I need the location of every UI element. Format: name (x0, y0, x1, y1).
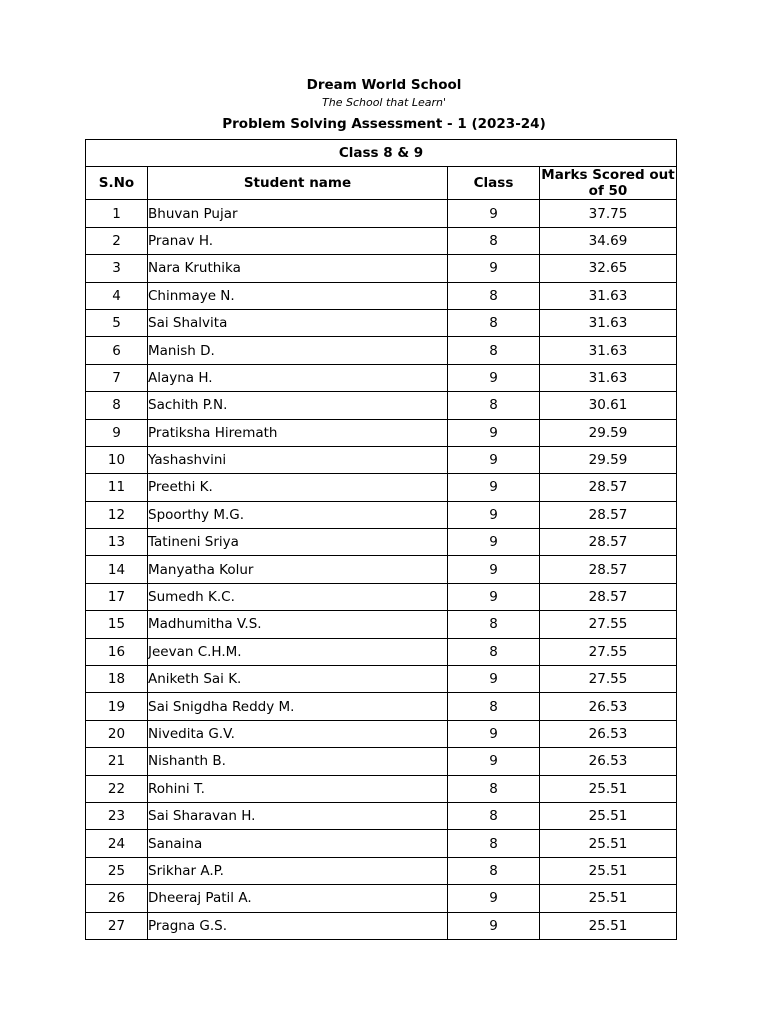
table-row (86, 282, 677, 309)
cell-marks: 28.57 (540, 556, 677, 583)
table-row (86, 720, 677, 747)
cell-class: 9 (448, 364, 540, 391)
cell-marks: 26.53 (540, 720, 677, 747)
table-row (86, 474, 677, 501)
table-row (86, 638, 677, 665)
cell-sno: 10 (86, 446, 148, 473)
cell-class: 9 (448, 529, 540, 556)
cell-sno: 5 (86, 309, 148, 336)
cell-marks: 27.55 (540, 611, 677, 638)
cell-student-name: Madhumitha V.S. (148, 611, 448, 638)
cell-student-name: Srikhar A.P. (148, 857, 448, 884)
school-name: Dream World School (306, 77, 462, 93)
cell-sno: 26 (86, 885, 148, 912)
cell-class: 9 (448, 583, 540, 610)
cell-marks: 29.59 (540, 446, 677, 473)
cell-sno: 9 (86, 419, 148, 446)
cell-sno: 6 (86, 337, 148, 364)
cell-sno: 21 (86, 748, 148, 775)
results-table (85, 139, 677, 940)
cell-student-name: Spoorthy M.G. (148, 501, 448, 528)
cell-class: 9 (448, 474, 540, 501)
cell-class: 8 (448, 309, 540, 336)
table-row (86, 337, 677, 364)
cell-student-name: Pragna G.S. (148, 912, 448, 939)
cell-sno: 19 (86, 693, 148, 720)
cell-student-name: Rohini T. (148, 775, 448, 802)
table-row (86, 309, 677, 336)
cell-class: 9 (448, 885, 540, 912)
table-row (86, 775, 677, 802)
cell-sno: 16 (86, 638, 148, 665)
cell-marks: 25.51 (540, 775, 677, 802)
cell-class: 9 (448, 255, 540, 282)
cell-sno: 7 (86, 364, 148, 391)
cell-student-name: Alayna H. (148, 364, 448, 391)
cell-sno: 23 (86, 802, 148, 829)
cell-sno: 18 (86, 666, 148, 693)
cell-sno: 12 (86, 501, 148, 528)
cell-sno: 8 (86, 392, 148, 419)
column-header-sno: S.No (86, 167, 148, 200)
cell-student-name: Yashashvini (148, 446, 448, 473)
cell-marks: 27.55 (540, 666, 677, 693)
cell-sno: 20 (86, 720, 148, 747)
cell-marks: 25.51 (540, 885, 677, 912)
cell-student-name: Tatineni Sriya (148, 529, 448, 556)
cell-marks: 25.51 (540, 830, 677, 857)
cell-sno: 11 (86, 474, 148, 501)
cell-class: 8 (448, 282, 540, 309)
table-header-row (86, 167, 677, 200)
table-row (86, 529, 677, 556)
cell-student-name: Sumedh K.C. (148, 583, 448, 610)
cell-sno: 4 (86, 282, 148, 309)
table-row (86, 693, 677, 720)
cell-class: 9 (448, 720, 540, 747)
cell-student-name: Manyatha Kolur (148, 556, 448, 583)
cell-student-name: Sai Sharavan H. (148, 802, 448, 829)
cell-class: 8 (448, 611, 540, 638)
table-row (86, 748, 677, 775)
cell-student-name: Sanaina (148, 830, 448, 857)
table-row (86, 830, 677, 857)
cell-marks: 26.53 (540, 693, 677, 720)
cell-marks: 25.51 (540, 857, 677, 884)
cell-marks: 31.63 (540, 337, 677, 364)
cell-sno: 24 (86, 830, 148, 857)
cell-sno: 13 (86, 529, 148, 556)
cell-marks: 29.59 (540, 419, 677, 446)
cell-student-name: Jeevan C.H.M. (148, 638, 448, 665)
cell-class: 8 (448, 638, 540, 665)
cell-class: 8 (448, 693, 540, 720)
cell-sno: 17 (86, 583, 148, 610)
cell-class: 8 (448, 227, 540, 254)
cell-class: 8 (448, 337, 540, 364)
cell-marks: 32.65 (540, 255, 677, 282)
cell-sno: 22 (86, 775, 148, 802)
cell-student-name: Pranav H. (148, 227, 448, 254)
cell-student-name: Preethi K. (148, 474, 448, 501)
cell-student-name: Bhuvan Pujar (148, 200, 448, 227)
cell-student-name: Sai Shalvita (148, 309, 448, 336)
cell-marks: 26.53 (540, 748, 677, 775)
table-body (86, 200, 677, 940)
cell-marks: 25.51 (540, 802, 677, 829)
table-row (86, 255, 677, 282)
class-group-title: Class 8 & 9 (86, 140, 677, 167)
cell-sno: 27 (86, 912, 148, 939)
cell-student-name: Sachith P.N. (148, 392, 448, 419)
table-row (86, 611, 677, 638)
table-row (86, 364, 677, 391)
cell-marks: 28.57 (540, 474, 677, 501)
table-row (86, 227, 677, 254)
class-group-row (86, 140, 677, 167)
cell-student-name: Sai Snigdha Reddy M. (148, 693, 448, 720)
table-row (86, 446, 677, 473)
cell-class: 9 (448, 666, 540, 693)
cell-class: 8 (448, 857, 540, 884)
table-row (86, 583, 677, 610)
table-row (86, 885, 677, 912)
cell-marks: 30.61 (540, 392, 677, 419)
table-row (86, 857, 677, 884)
cell-marks: 31.63 (540, 364, 677, 391)
cell-class: 8 (448, 775, 540, 802)
assessment-title: Problem Solving Assessment - 1 (2023-24) (222, 116, 546, 132)
cell-student-name: Aniketh Sai K. (148, 666, 448, 693)
cell-student-name: Pratiksha Hiremath (148, 419, 448, 446)
cell-marks: 28.57 (540, 529, 677, 556)
cell-marks: 37.75 (540, 200, 677, 227)
cell-sno: 14 (86, 556, 148, 583)
table-row (86, 419, 677, 446)
cell-student-name: Nara Kruthika (148, 255, 448, 282)
cell-class: 9 (448, 419, 540, 446)
cell-class: 8 (448, 830, 540, 857)
cell-student-name: Nivedita G.V. (148, 720, 448, 747)
column-header-marks: Marks Scored out of 50 (541, 167, 675, 200)
table-row (86, 912, 677, 939)
cell-class: 9 (448, 446, 540, 473)
table-row (86, 556, 677, 583)
cell-student-name: Chinmaye N. (148, 282, 448, 309)
cell-sno: 1 (86, 200, 148, 227)
cell-sno: 25 (86, 857, 148, 884)
table-row (86, 501, 677, 528)
cell-class: 9 (448, 912, 540, 939)
school-tagline: The School that Learn' (322, 96, 446, 109)
cell-marks: 27.55 (540, 638, 677, 665)
cell-sno: 3 (86, 255, 148, 282)
column-header-class: Class (448, 167, 540, 200)
cell-marks: 25.51 (540, 912, 677, 939)
cell-marks: 31.63 (540, 282, 677, 309)
table-row (86, 392, 677, 419)
cell-class: 9 (448, 501, 540, 528)
cell-marks: 28.57 (540, 501, 677, 528)
cell-marks: 34.69 (540, 227, 677, 254)
cell-sno: 15 (86, 611, 148, 638)
cell-class: 8 (448, 392, 540, 419)
cell-student-name: Dheeraj Patil A. (148, 885, 448, 912)
column-header-student-name: Student name (148, 167, 448, 200)
cell-sno: 2 (86, 227, 148, 254)
cell-class: 9 (448, 748, 540, 775)
table-row (86, 802, 677, 829)
table-row (86, 666, 677, 693)
cell-class: 8 (448, 802, 540, 829)
cell-class: 9 (448, 556, 540, 583)
cell-student-name: Manish D. (148, 337, 448, 364)
cell-marks: 28.57 (540, 583, 677, 610)
cell-marks: 31.63 (540, 309, 677, 336)
cell-class: 9 (448, 200, 540, 227)
table-row (86, 200, 677, 227)
cell-student-name: Nishanth B. (148, 748, 448, 775)
